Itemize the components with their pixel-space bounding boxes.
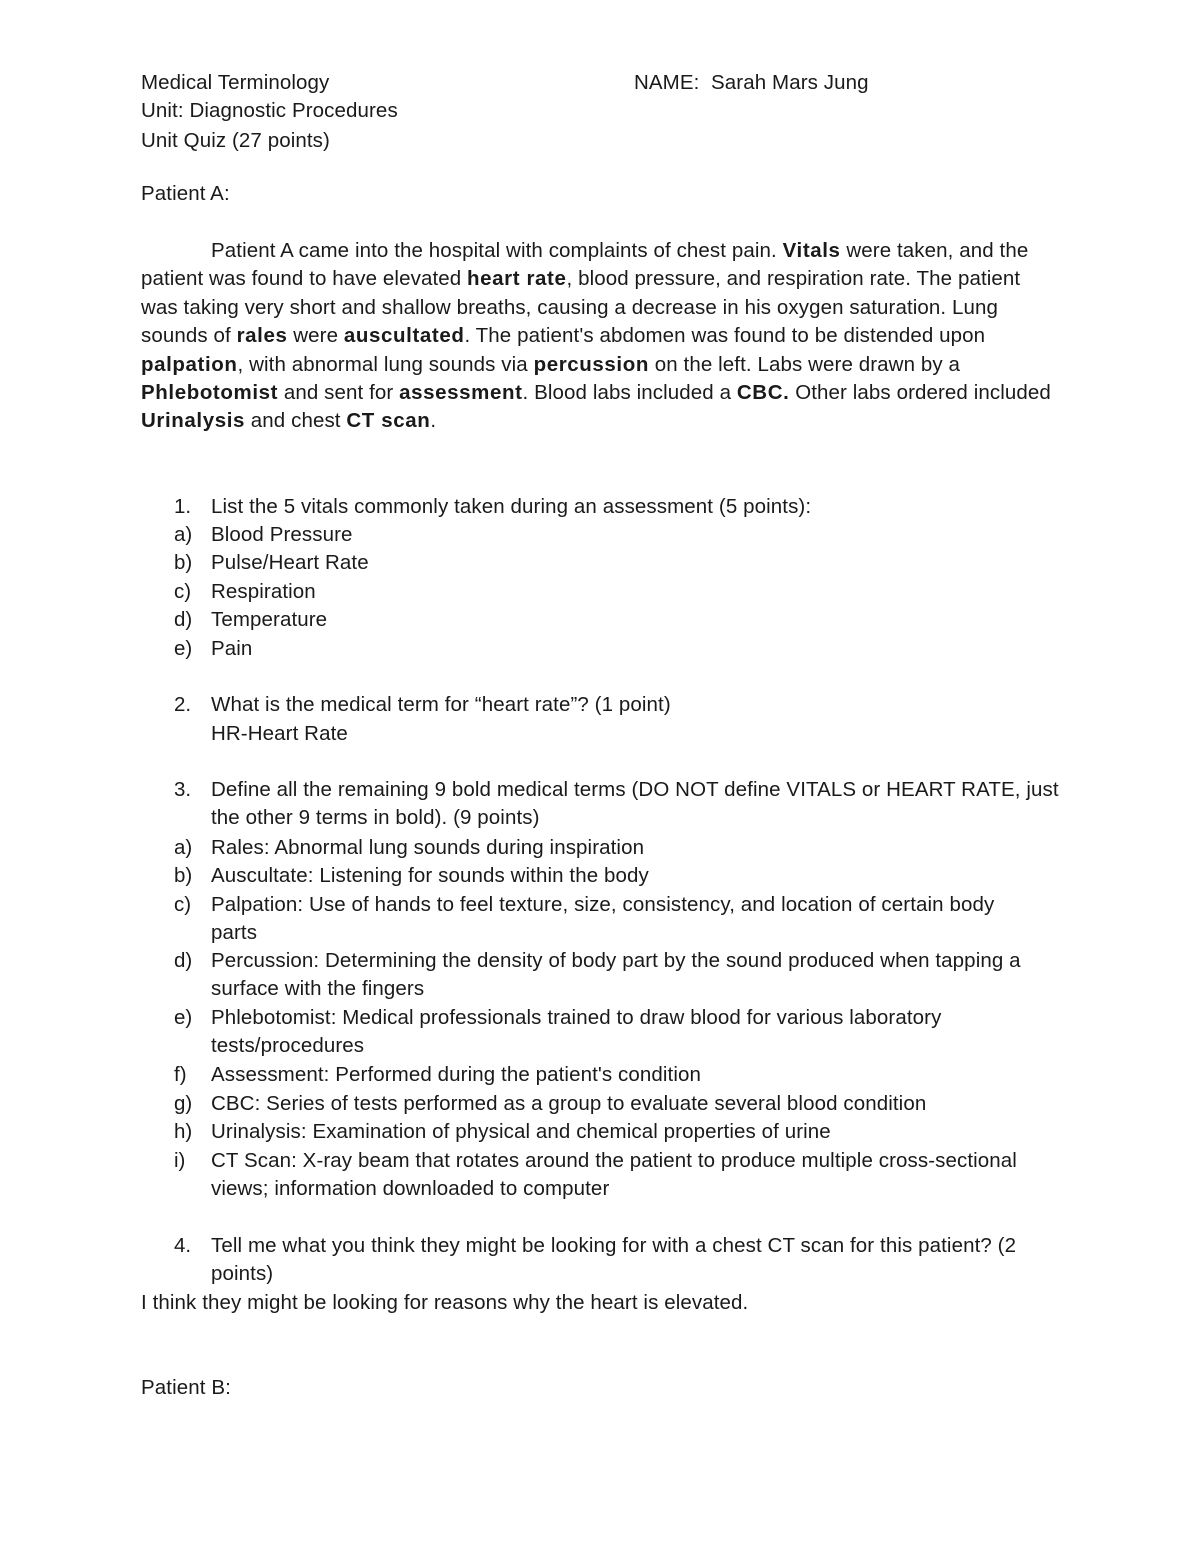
answer-text: Phlebotomist: Medical professionals trained to draw blood for various laboratory tests/procedures [211, 1006, 942, 1058]
question-2-number: 2. [174, 693, 192, 716]
case-text: . The patient's abdomen was found to be distended upon [464, 324, 986, 348]
bold-medical-term: heart rate [467, 267, 567, 291]
answer-letter: g) [174, 1092, 193, 1115]
answer-text: Pain [211, 637, 253, 660]
question-4-number: 4. [174, 1234, 192, 1257]
case-text: on the left. Labs were drawn by a [648, 352, 961, 376]
case-text: . Blood labs included a [522, 381, 737, 405]
bold-medical-term: CT scan [346, 409, 431, 433]
question-3-number: 3. [174, 778, 192, 801]
question-1-prompt: List the 5 vitals commonly taken during an assessment (5 points): [211, 495, 812, 518]
bold-medical-term: Vitals [782, 239, 841, 262]
name-label: NAME: [634, 71, 700, 94]
answer-text: Percussion: Determining the density of body part by the sound produced when tapping a surface with the fingers [211, 949, 1021, 1001]
case-text: and chest [245, 409, 347, 433]
question-3-prompt: Define all the remaining 9 bold medical terms (DO NOT define VITALS or HEART RATE, just the other 9 terms in bold). (9 points) [211, 778, 1059, 830]
question-4-answer: I think they might be looking for reasons why the heart is elevated. [141, 1291, 749, 1314]
case-text: were taken, and the patient was found to have elevated [141, 239, 1029, 291]
unit-title: Unit: Diagnostic Procedures [141, 99, 398, 122]
answer-letter: a) [174, 836, 193, 859]
answer-text: Assessment: Performed during the patient's condition [211, 1063, 701, 1086]
bold-medical-term: percussion [533, 352, 649, 376]
answer-letter: c) [174, 893, 192, 916]
case-text: Other labs ordered included [789, 381, 1051, 405]
question-2-prompt: What is the medical term for “heart rate”? (1 point) [211, 693, 671, 716]
case-text: , with abnormal lung sounds via [237, 352, 534, 376]
student-name: Sarah Mars Jung [711, 71, 869, 94]
patient-a-case-paragraph [141, 237, 1061, 436]
patient-b-heading: Patient B: [141, 1376, 231, 1399]
answer-letter: b) [174, 864, 193, 887]
bold-medical-term: rales [236, 324, 288, 348]
course-title: Medical Terminology [141, 71, 330, 94]
answer-text: Rales: Abnormal lung sounds during inspiration [211, 836, 645, 859]
answer-text: Urinalysis: Examination of physical and chemical properties of urine [211, 1120, 831, 1143]
question-2-answer: HR-Heart Rate [211, 722, 348, 745]
quiz-title: Unit Quiz (27 points) [141, 129, 330, 152]
answer-letter: e) [174, 1006, 193, 1029]
bold-medical-term: palpation [141, 352, 238, 376]
answer-letter: d) [174, 608, 193, 631]
answer-text: Temperature [211, 608, 328, 631]
answer-letter: b) [174, 551, 193, 574]
answer-letter: f) [174, 1063, 187, 1086]
question-4-prompt: Tell me what you think they might be looking for with a chest CT scan for this patient? (2 points) [211, 1234, 1017, 1286]
bold-medical-term: Phlebotomist [141, 381, 279, 405]
bold-medical-term: Urinalysis [141, 409, 245, 433]
answer-letter: d) [174, 949, 193, 972]
answer-text: Pulse/Heart Rate [211, 551, 369, 574]
question-1-number: 1. [174, 495, 192, 518]
answer-letter: a) [174, 523, 193, 546]
case-text: and sent for [278, 381, 400, 405]
answer-text: Blood Pressure [211, 523, 353, 546]
answer-text: CT Scan: X-ray beam that rotates around the patient to produce multiple cross-sectional views; information downloaded to computer [211, 1149, 1017, 1201]
answer-letter: e) [174, 637, 193, 660]
answer-letter: c) [174, 580, 192, 603]
patient-a-heading: Patient A: [141, 182, 230, 205]
answer-letter: i) [174, 1149, 186, 1172]
answer-text: Auscultate: Listening for sounds within the body [211, 864, 649, 887]
answer-letter: h) [174, 1120, 193, 1143]
answer-text: Palpation: Use of hands to feel texture, size, consistency, and location of certain body parts [211, 893, 995, 945]
case-text: were [287, 324, 344, 348]
bold-medical-term: assessment [399, 381, 523, 405]
student-name-line [634, 69, 869, 97]
case-text: , blood pressure, and respiration rate. The patient was taking very short and shallow breaths, causing a decrease in his oxygen saturation. Lung sounds of [141, 267, 1021, 348]
answer-text: CBC: Series of tests performed as a group to evaluate several blood condition [211, 1092, 927, 1115]
bold-medical-term: auscultated [343, 324, 465, 348]
answer-text: Respiration [211, 580, 316, 603]
bold-medical-term: CBC. [736, 381, 790, 405]
case-text: . [430, 409, 437, 433]
case-text: Patient A came into the hospital with complaints of chest pain. [211, 239, 783, 262]
